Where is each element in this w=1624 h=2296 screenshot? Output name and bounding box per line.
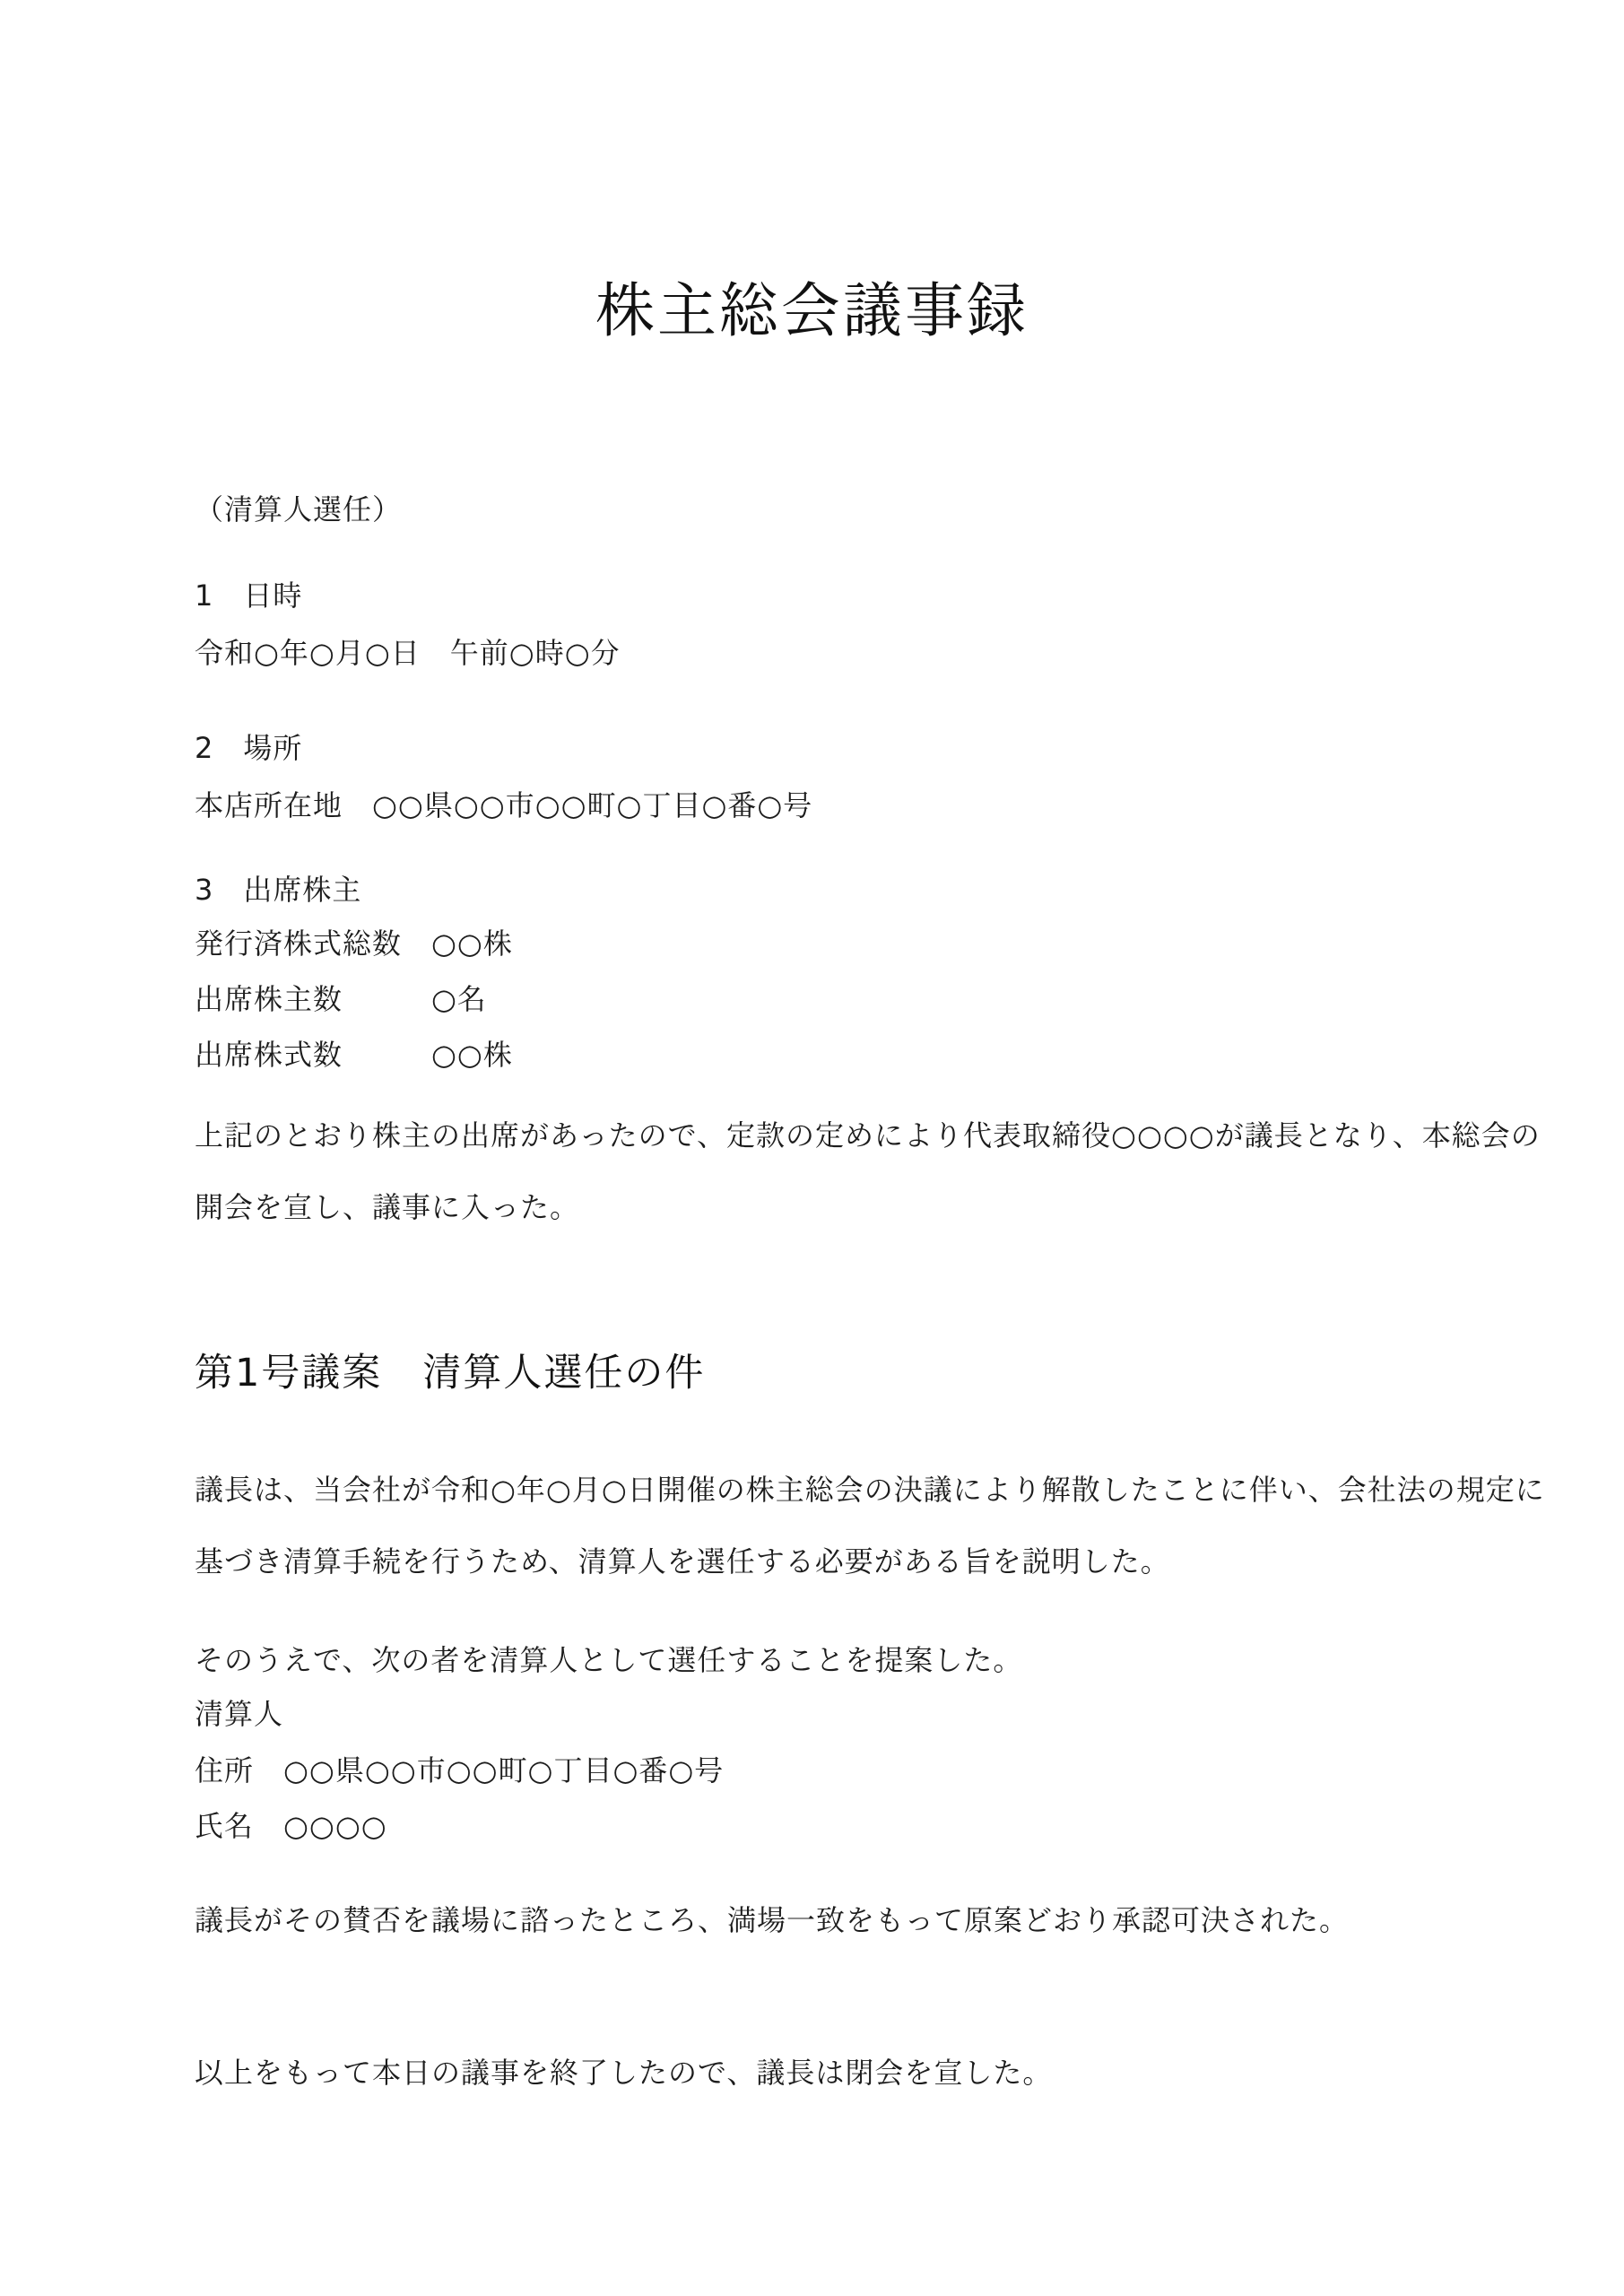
explanation-paragraph-line-2: 基づき清算手続を行うため、清算人を選任する必要がある旨を説明した。: [195, 1544, 1170, 1578]
section-3-attendance-label: 3 出席株主: [195, 873, 362, 907]
section-2-place-label: 2 場所: [195, 731, 303, 765]
datetime-value-line: 令和○年○月○日 午前○時○分: [195, 636, 621, 670]
agenda-item-heading: 第1号議案 清算人選任の件: [195, 1351, 706, 1396]
attending-shares-line: 出席株式数 ○○株: [195, 1038, 513, 1072]
place-value-line: 本店所在地 ○○県○○市○○町○丁目○番○号: [195, 788, 813, 822]
issued-shares-line: 発行済株式総数 ○○株: [195, 926, 513, 961]
approval-paragraph-line: 議長がその賛否を議場に諮ったところ、満場一致をもって原案どおり承認可決された。: [195, 1903, 1350, 1937]
section-1-datetime-label: 1 日時: [195, 578, 303, 613]
document-title: 株主総会議事録: [595, 276, 1029, 345]
explanation-paragraph-line-1: 議長は、当会社が令和○年○月○日開催の株主総会の決議により解散したことに伴い、会社法の規定に: [195, 1473, 1545, 1507]
liquidator-name-line: 氏名 ○○○○: [195, 1809, 387, 1843]
closing-paragraph-line: 以上をもって本日の議事を終了したので、議長は閉会を宣した。: [195, 2056, 1053, 2090]
attending-shareholders-line: 出席株主数 ○名: [195, 982, 487, 1016]
opening-paragraph-line-1: 上記のとおり株主の出席があったので、定款の定めにより代表取締役○○○○が議長となり、本総会の: [195, 1118, 1541, 1152]
liquidator-label: 清算人: [195, 1697, 284, 1731]
meeting-type-note: （清算人選任）: [195, 492, 403, 526]
liquidator-address-line: 住所 ○○県○○市○○町○丁目○番○号: [195, 1753, 725, 1787]
opening-paragraph-line-2: 開会を宣し、議事に入った。: [195, 1190, 580, 1224]
proposal-line: そのうえで、次の者を清算人として選任することを提案した。: [195, 1643, 1023, 1677]
